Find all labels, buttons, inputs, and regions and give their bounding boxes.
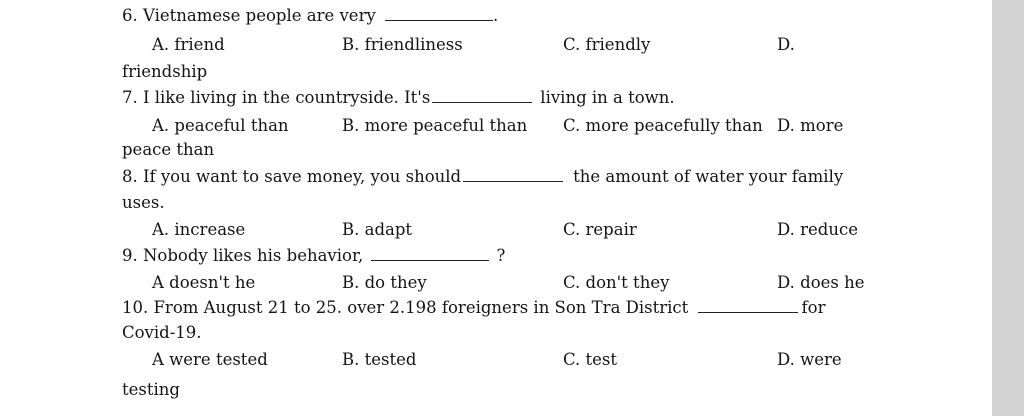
- question-7-option-d[interactable]: D. more: [777, 116, 844, 135]
- question-9-stem: [122, 246, 505, 265]
- question-7-text-before: 7. I like living in the countryside. It's: [122, 88, 431, 107]
- question-10-blank[interactable]: [698, 311, 798, 313]
- question-10-option-a[interactable]: A were tested: [152, 350, 268, 369]
- question-6-option-d[interactable]: D.: [777, 35, 795, 54]
- question-10-option-b[interactable]: B. tested: [342, 350, 417, 369]
- question-9-text-before: 9. Nobody likes his behavior,: [122, 246, 364, 265]
- question-8-stem-line-2: uses.: [122, 193, 165, 212]
- question-7-option-c[interactable]: C. more peacefully than: [563, 116, 763, 135]
- question-9-option-a[interactable]: A doesn't he: [152, 273, 256, 292]
- question-8-option-d[interactable]: D. reduce: [777, 220, 858, 239]
- question-7-stem: [122, 88, 675, 107]
- question-8-blank[interactable]: [463, 180, 563, 182]
- question-8-text-after: the amount of water your family: [573, 167, 844, 186]
- question-8-option-b[interactable]: B. adapt: [342, 220, 413, 239]
- question-10-stem: [122, 298, 825, 317]
- question-7-option-a[interactable]: A. peaceful than: [152, 116, 289, 135]
- question-7-option-d-continued: peace than: [122, 140, 215, 159]
- question-6-text-after: .: [493, 6, 499, 25]
- question-10-option-d-continued: testing: [122, 380, 180, 399]
- question-6-text-before: 6. Vietnamese people are very: [122, 6, 376, 25]
- question-10-option-d[interactable]: D. were: [777, 350, 842, 369]
- question-9-option-c[interactable]: C. don't they: [563, 273, 670, 292]
- window-side-strip: [992, 0, 1024, 416]
- question-8-stem: [122, 167, 843, 186]
- question-8-text-before: 8. If you want to save money, you should: [122, 167, 462, 186]
- question-10-option-c[interactable]: C. test: [563, 350, 618, 369]
- question-10-text-after: for: [801, 298, 826, 317]
- question-7-blank[interactable]: [432, 101, 532, 103]
- question-7-text-after: living in a town.: [540, 88, 675, 107]
- question-7-option-b[interactable]: B. more peaceful than: [342, 116, 528, 135]
- question-9-blank[interactable]: [371, 259, 489, 261]
- question-6-option-a[interactable]: A. friend: [152, 35, 225, 54]
- question-10-text-before: 10. From August 21 to 25. over 2.198 foreigners in Son Tra District: [122, 298, 689, 317]
- question-9-option-d[interactable]: D. does he: [777, 273, 865, 292]
- question-6-option-b[interactable]: B. friendliness: [342, 35, 463, 54]
- question-8-option-c[interactable]: C. repair: [563, 220, 637, 239]
- question-8-option-a[interactable]: A. increase: [152, 220, 246, 239]
- question-6-blank[interactable]: [385, 19, 493, 21]
- question-6-option-d-continued: friendship: [122, 62, 208, 81]
- question-6-option-c[interactable]: C. friendly: [563, 35, 651, 54]
- question-10-stem-line-2: Covid-19.: [122, 323, 202, 342]
- question-6-stem: [122, 6, 498, 25]
- question-9-text-after: ?: [496, 246, 506, 265]
- question-9-option-b[interactable]: B. do they: [342, 273, 427, 292]
